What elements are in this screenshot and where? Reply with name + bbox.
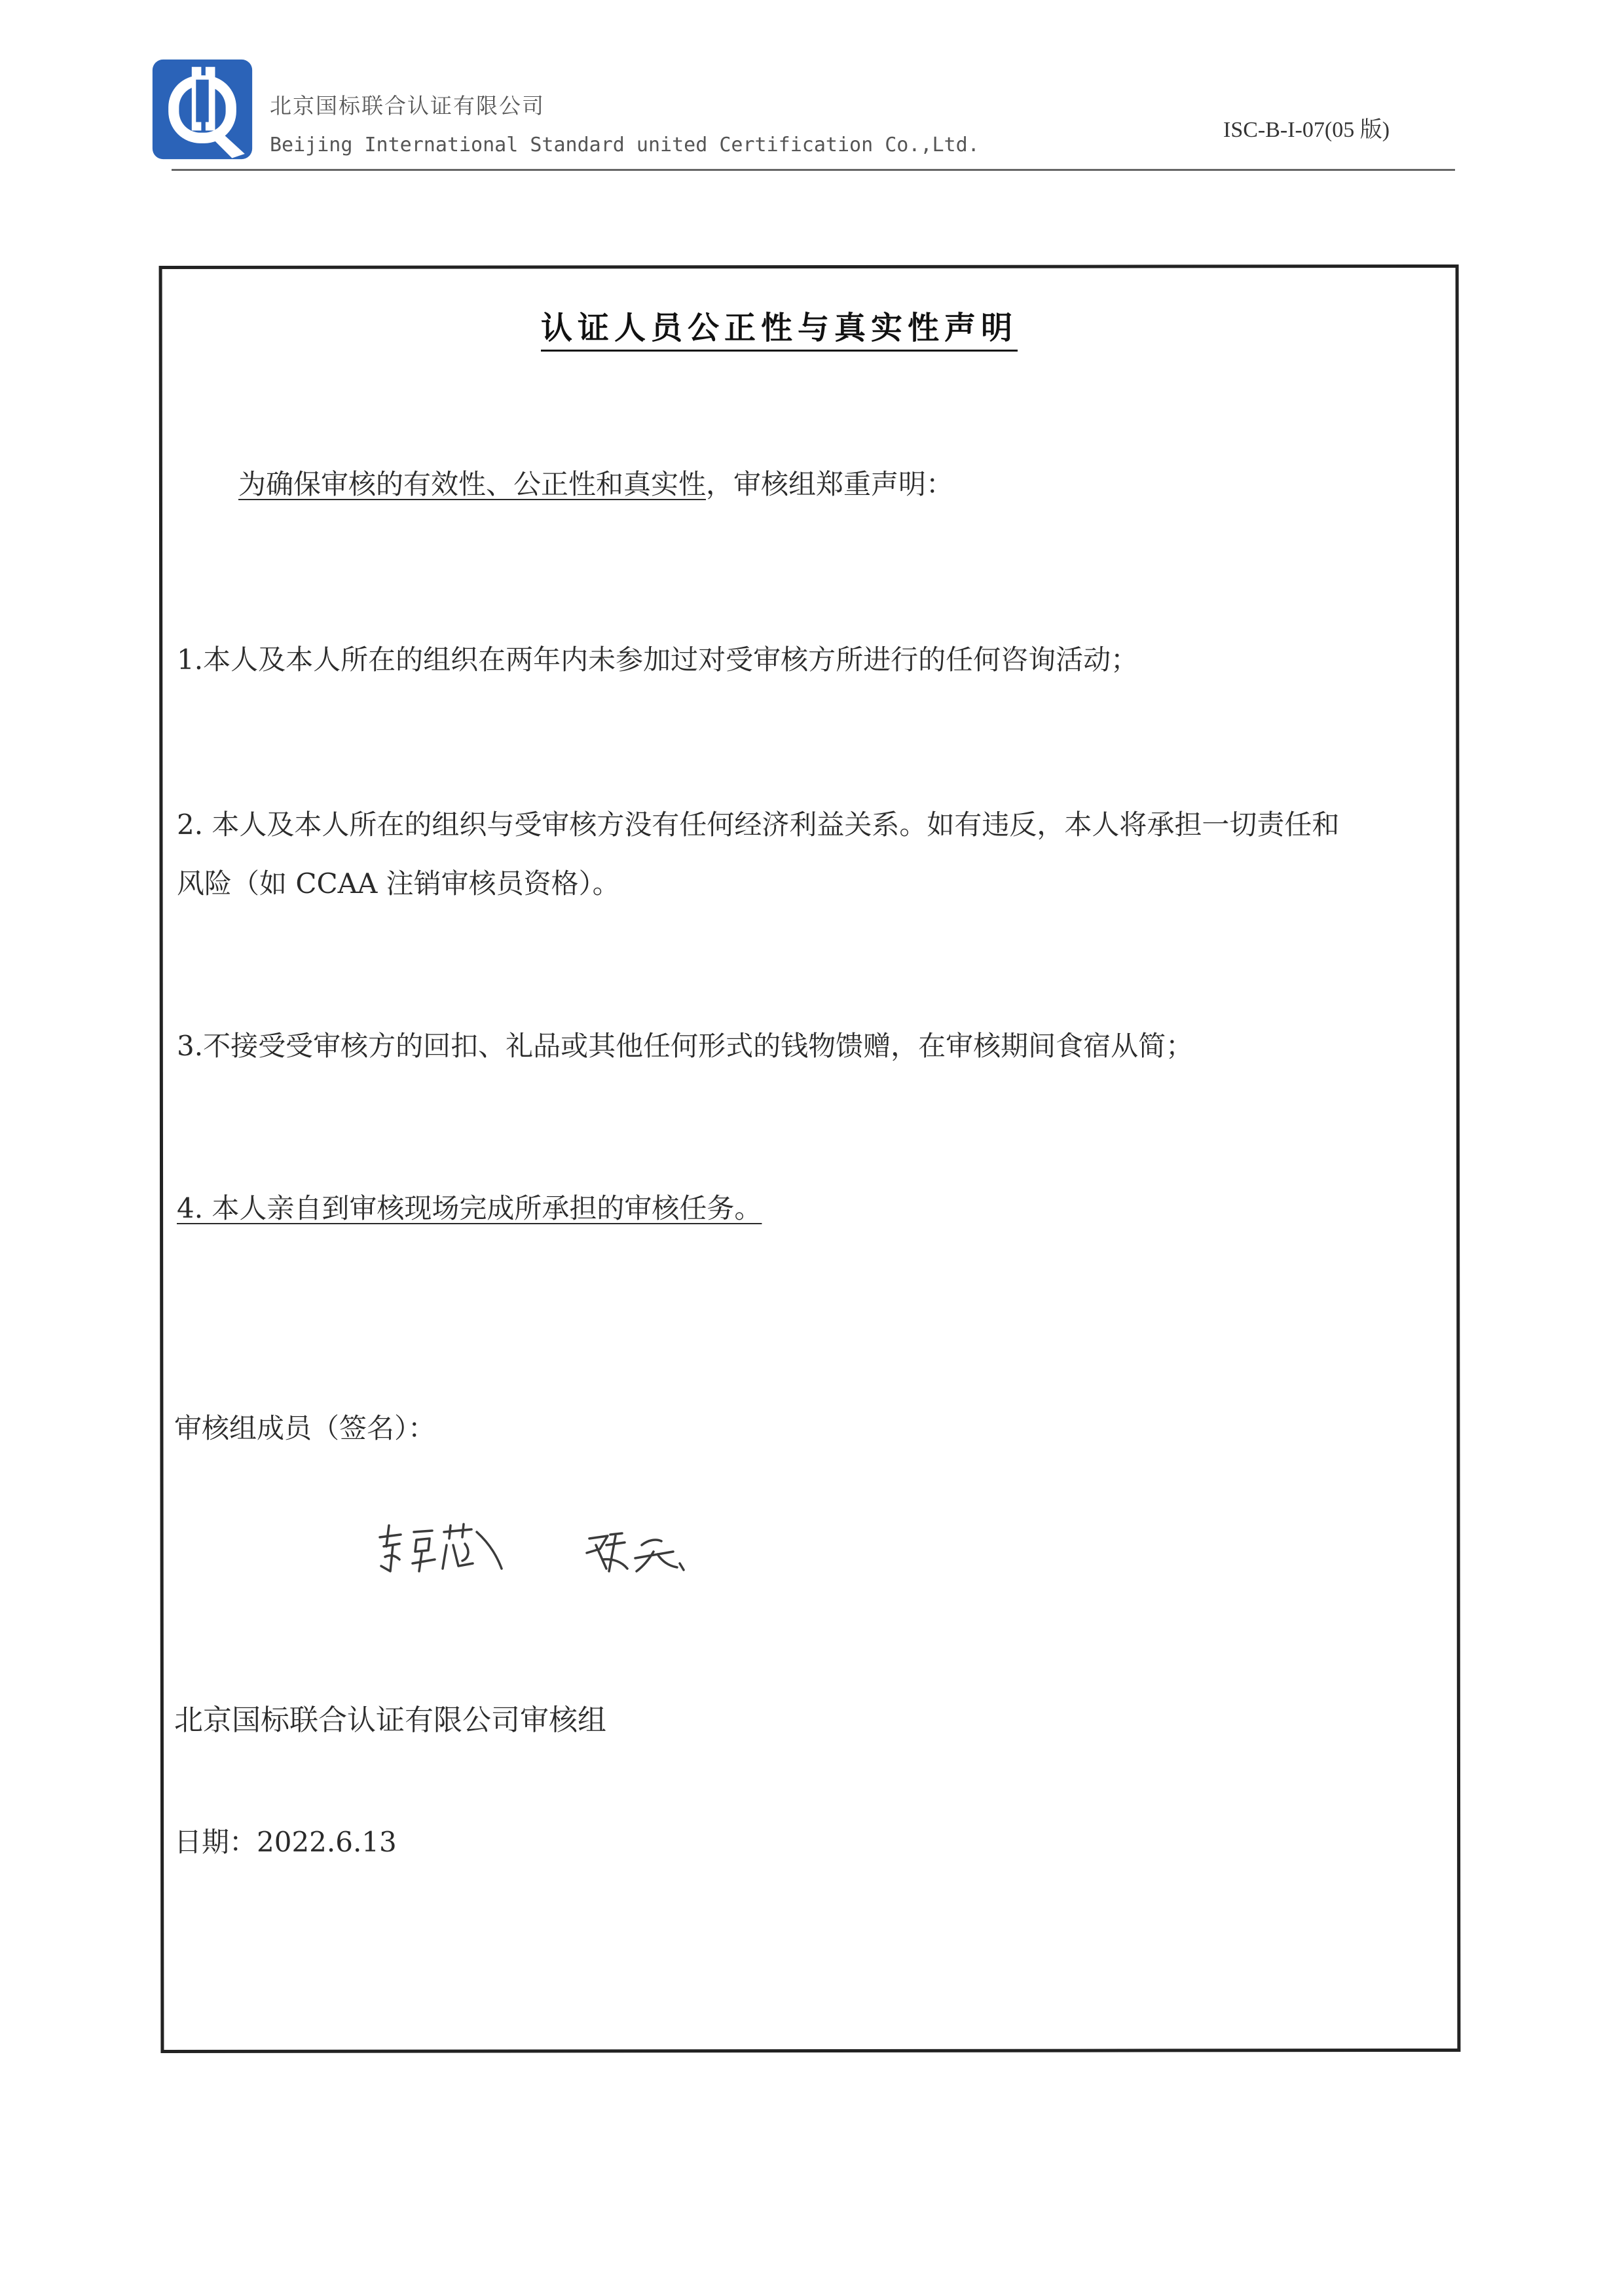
signature-label: 审核组成员（签名）： bbox=[174, 1412, 436, 1444]
company-name-cn: 北京国标联合认证有限公司 bbox=[270, 93, 545, 118]
header-divider bbox=[172, 169, 1455, 171]
declaration-item-1: 1.本人及本人所在的组织在两年内未参加过对受审核方所进行的任何咨询活动； bbox=[177, 644, 1139, 676]
handwritten-signatures bbox=[367, 1506, 733, 1591]
declaration-item-4-text: 4. 本人亲自到审核现场完成所承担的审核任务。 bbox=[177, 1192, 762, 1224]
declaration-item-4 bbox=[177, 1190, 762, 1227]
document-title: 认证人员公正性与真实性声明 bbox=[541, 309, 1018, 352]
intro-rest-text: ，审核组郑重声明： bbox=[706, 468, 954, 500]
signature-1 bbox=[380, 1524, 502, 1571]
company-name-en: Beijing International Standard united Certification Co.,Ltd. bbox=[270, 134, 980, 156]
signature-2 bbox=[587, 1533, 684, 1571]
company-logo-icon bbox=[149, 56, 255, 162]
audit-group-name: 北京国标联合认证有限公司审核组 bbox=[174, 1704, 606, 1737]
intro-underlined-text: 为确保审核的有效性、公正性和真实性 bbox=[238, 468, 707, 500]
declaration-date: 日期：2022.6.13 bbox=[174, 1826, 397, 1858]
document-code: ISC-B-I-07(05 版) bbox=[1223, 118, 1390, 142]
declaration-item-3: 3.不接受受审核方的回扣、礼品或其他任何形式的钱物馈赠，在审核期间食宿从简； bbox=[177, 1030, 1194, 1062]
intro-paragraph bbox=[238, 466, 953, 503]
declaration-item-2-line-1: 2. 本人及本人所在的组织与受审核方没有任何经济利益关系。如有违反，本人将承担一切责任和 bbox=[177, 809, 1340, 841]
declaration-frame bbox=[159, 264, 1461, 2053]
declaration-item-2-line-2: 风险（如 CCAA 注销审核员资格）。 bbox=[177, 867, 620, 900]
